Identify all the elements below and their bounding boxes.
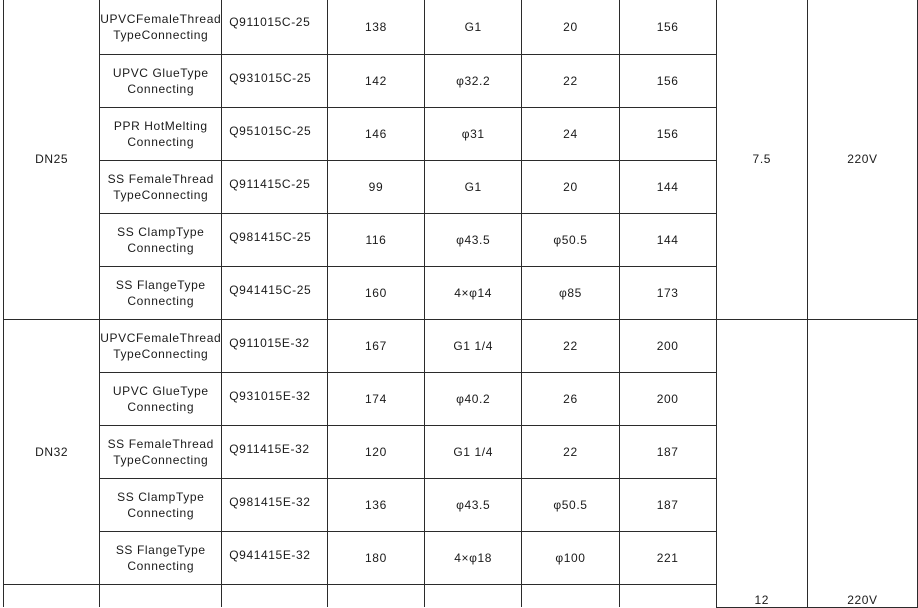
connection-type-cell: UPVCFemaleThread TypeConnecting [100, 320, 222, 373]
connection-type-cell: UPVCFemaleThread TypeConnecting [100, 0, 222, 55]
weight-cell: 173 [619, 267, 716, 320]
voltage-cell: 220V [807, 320, 917, 608]
thread-cell: φ31 [425, 108, 522, 161]
connection-type-cell: SS FlangeType Connecting [100, 532, 222, 585]
model-cell: Q951015C-25 [222, 108, 328, 161]
connection-type-cell: UPVC GlueType Connecting [100, 373, 222, 426]
model-cell: Q941415C-25 [222, 267, 328, 320]
dimension-cell: 22 [522, 426, 619, 479]
power-cell: 12 [716, 320, 807, 608]
length-cell: 146 [327, 108, 424, 161]
model-cell: Q911415E-32 [222, 426, 328, 479]
dimension-cell: 20 [522, 161, 619, 214]
weight-cell: 200 [619, 373, 716, 426]
weight-cell: 144 [619, 214, 716, 267]
model-cell: Q981415E-32 [222, 479, 328, 532]
dimension-cell: 22 [522, 55, 619, 108]
length-cell: 138 [327, 0, 424, 55]
connection-type-cell: SS FlangeType Connecting [100, 267, 222, 320]
dimension-cell: 24 [522, 108, 619, 161]
connection-type-cell: SS FemaleThread TypeConnecting [100, 426, 222, 479]
empty-cell [100, 585, 222, 608]
weight-cell: 221 [619, 532, 716, 585]
dimension-cell: 22 [522, 320, 619, 373]
thread-cell: φ32.2 [425, 55, 522, 108]
dimension-cell: 20 [522, 0, 619, 55]
weight-cell: 156 [619, 0, 716, 55]
thread-cell: G1 1/4 [425, 426, 522, 479]
connection-type-cell: SS ClampType Connecting [100, 479, 222, 532]
empty-cell [425, 585, 522, 608]
spec-table [3, 0, 918, 608]
model-cell: Q911015C-25 [222, 0, 328, 55]
thread-cell: G1 [425, 161, 522, 214]
thread-cell: G1 1/4 [425, 320, 522, 373]
length-cell: 116 [327, 214, 424, 267]
table-row [4, 320, 918, 373]
connection-type-cell: SS ClampType Connecting [100, 214, 222, 267]
dimension-cell: φ50.5 [522, 214, 619, 267]
length-cell: 99 [327, 161, 424, 214]
model-cell: Q931015C-25 [222, 55, 328, 108]
model-cell: Q981415C-25 [222, 214, 328, 267]
empty-cell [619, 585, 716, 608]
weight-cell: 200 [619, 320, 716, 373]
nominal-diameter-cell: DN32 [4, 320, 100, 585]
dimension-cell: φ50.5 [522, 479, 619, 532]
weight-cell: 187 [619, 479, 716, 532]
empty-cell [4, 585, 100, 608]
thread-cell: φ43.5 [425, 214, 522, 267]
length-cell: 167 [327, 320, 424, 373]
thread-cell: 4×φ14 [425, 267, 522, 320]
empty-cell [522, 585, 619, 608]
nominal-diameter-cell: DN25 [4, 0, 100, 320]
model-cell: Q911415C-25 [222, 161, 328, 214]
connection-type-cell: PPR HotMelting Connecting [100, 108, 222, 161]
connection-type-cell: UPVC GlueType Connecting [100, 55, 222, 108]
dimension-cell: φ85 [522, 267, 619, 320]
length-cell: 142 [327, 55, 424, 108]
table-row [4, 0, 918, 55]
model-cell: Q941415E-32 [222, 532, 328, 585]
model-cell: Q931015E-32 [222, 373, 328, 426]
thread-cell: φ40.2 [425, 373, 522, 426]
length-cell: 160 [327, 267, 424, 320]
length-cell: 136 [327, 479, 424, 532]
connection-type-cell: SS FemaleThread TypeConnecting [100, 161, 222, 214]
weight-cell: 156 [619, 55, 716, 108]
model-cell: Q911015E-32 [222, 320, 328, 373]
power-cell: 7.5 [716, 0, 807, 320]
thread-cell: φ43.5 [425, 479, 522, 532]
thread-cell: 4×φ18 [425, 532, 522, 585]
length-cell: 180 [327, 532, 424, 585]
dimension-cell: φ100 [522, 532, 619, 585]
length-cell: 174 [327, 373, 424, 426]
length-cell: 120 [327, 426, 424, 479]
weight-cell: 156 [619, 108, 716, 161]
voltage-cell: 220V [807, 0, 917, 320]
weight-cell: 144 [619, 161, 716, 214]
empty-cell [327, 585, 424, 608]
weight-cell: 187 [619, 426, 716, 479]
thread-cell: G1 [425, 0, 522, 55]
dimension-cell: 26 [522, 373, 619, 426]
empty-cell [222, 585, 328, 608]
